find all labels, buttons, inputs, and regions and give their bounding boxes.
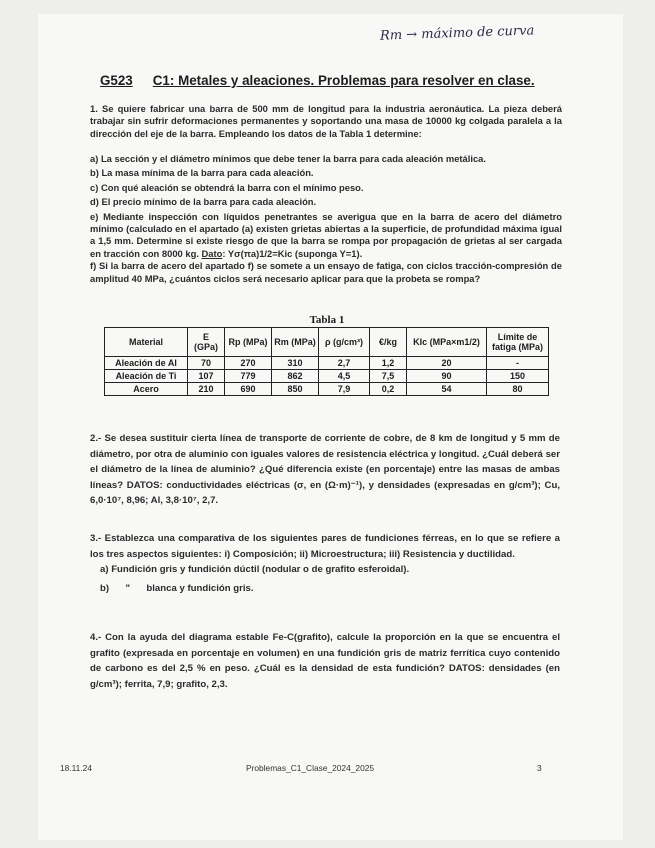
table-header: €/kg xyxy=(370,328,407,357)
course-code: G523 xyxy=(100,73,133,88)
problem-1-intro xyxy=(90,103,562,140)
table-cell: 90 xyxy=(407,370,487,383)
problem-1-item-a: a) La sección y el diámetro mínimos que debe tener la barra para cada aleación metálica. xyxy=(90,153,486,164)
item-e-dato-label: Dato xyxy=(201,247,223,259)
page-title: C1: Metales y aleaciones. Problemas para resolver en clase. xyxy=(152,73,535,88)
page-header xyxy=(100,73,535,88)
item-e-text: e) Mediante inspección con líquidos penetrantes se averigua que en la barra de acero del diámetro mínimo (calculado en el apartado (a) existen grietas abiertas a la superficie, de profundidad máxima igual a 1,5 mm. Determine si existe riesgo de que la barra se rompa por propagación de grietas al ser cargada en tracción con 8000 kg. xyxy=(90,210,562,259)
table-cell: Aleación de Ti xyxy=(105,370,188,383)
problem-1-item-e xyxy=(90,211,562,261)
problem-1-item-b: b) La masa mínima de la barra para cada aleación. xyxy=(90,167,314,179)
table-cell: 54 xyxy=(407,383,487,396)
table-cell: 862 xyxy=(272,370,319,383)
table-cell: - xyxy=(487,357,549,370)
table-header: Rp (MPa) xyxy=(225,328,272,357)
table-cell: 7,9 xyxy=(319,383,370,396)
table-cell: 4,5 xyxy=(319,370,370,383)
problem-1-item-f: f) Si la barra de acero del apartado f) se somete a un ensayo de fatiga, con ciclos tracción-compresión de amplitud 40 MPa, ¿cuántos ciclos será necesario aplicar para que la probeta se rompa? xyxy=(90,260,562,284)
footer-page-number: 3 xyxy=(537,763,542,773)
table-cell: 690 xyxy=(225,383,272,396)
problem-1-item-c: c) Con qué aleación se obtendrá la barra con el mínimo peso. xyxy=(90,181,364,193)
problem-2 xyxy=(90,431,560,509)
table-cell: 850 xyxy=(272,383,319,396)
problem-3-intro: 3.- Establezca una comparativa de los siguientes pares de fundiciones férreas, en lo que se refiere a los tres aspectos siguientes: i) Composición; ii) Microestructura; iii) Resistencia y ductilidad. xyxy=(90,533,560,560)
problem-1-text: 1. Se quiere fabricar una barra de 500 mm de longitud para la industria aeronáutica. La pieza deberá trabajar sin sufrir deformaciones permanentes y soportando una masa de 10000 kg colgada paralela a la dirección del eje de la barra. Empleando los datos de la Tabla 1 determine: xyxy=(90,103,562,139)
problem-3 xyxy=(90,531,560,596)
table-row xyxy=(105,357,549,370)
table-cell: 70 xyxy=(188,357,225,370)
table-cell: Aleación de Al xyxy=(105,357,188,370)
table-cell: 7,5 xyxy=(370,370,407,383)
table-header: Rm (MPa) xyxy=(272,328,319,357)
table-cell: 210 xyxy=(188,383,225,396)
problem-4 xyxy=(90,630,560,692)
table-cell: 1,2 xyxy=(370,357,407,370)
table-cell: 150 xyxy=(487,370,549,383)
problem-1-items xyxy=(90,153,562,285)
table-cell: 80 xyxy=(487,383,549,396)
table-cell: 2,7 xyxy=(319,357,370,370)
table-cell: 270 xyxy=(225,357,272,370)
footer-filename: Problemas_C1_Clase_2024_2025 xyxy=(246,763,375,773)
problem-3-item-b xyxy=(90,581,560,597)
item-b-text: blanca y fundición gris. xyxy=(146,582,254,594)
table-row xyxy=(105,370,549,383)
table-cell: 107 xyxy=(188,370,225,383)
table-header: Límite de fatiga (MPa) xyxy=(487,328,549,357)
table-cell: 20 xyxy=(407,357,487,370)
item-b-ditto: " xyxy=(125,582,131,594)
handwritten-note: Rm → máximo de curva xyxy=(379,23,535,44)
item-b-label: b) xyxy=(100,582,110,594)
problem-1-item-d: d) El precio mínimo de la barra para cada aleación. xyxy=(90,196,317,208)
table-header: Material xyxy=(105,328,188,357)
table-header-row xyxy=(105,328,549,357)
table-caption: Tabla 1 xyxy=(309,314,345,326)
table-row xyxy=(105,383,549,396)
item-e-dato: : Yσ(πa)1/2=Kic (suponga Y=1). xyxy=(222,247,363,259)
table-cell: 310 xyxy=(272,357,319,370)
problem-2-text: 2.- Se desea sustituir cierta línea de transporte de corriente de cobre, de 8 km de longitud y 5 mm de diámetro, por otra de aluminio con iguales valores de resistencia eléctrica y longitud. ¿Cuál deberá ser el diámetro de la línea de aluminio? ¿Qué diferencia existe (en porcentaje) entre las masas de ambas líneas? DATOS: conductividades eléctricas (σ, en (Ω·m)⁻¹), y densidades (expresadas en g/cm³); Cu, 6,0·10⁷, 8,96; Al, 3,8·10⁷, 2,7. xyxy=(90,433,560,507)
problem-3-item-a: a) Fundición gris y fundición dúctil (nodular o de grafito esferoidal). xyxy=(100,564,410,576)
table-cell: 779 xyxy=(225,370,272,383)
problem-4-text: 4.- Con la ayuda del diagrama estable Fe-C(grafito), calcule la proporción en la que se encuentra el grafito (expresada en porcentaje en volumen) en una fundición gris de matriz ferrítica cuyo contenido de carbono es del 2,5 % en peso. ¿Cuál es la densidad de esta fundición? DATOS: densidades (en g/cm³); ferrita, 7,9; grafito, 2,3. xyxy=(90,632,560,690)
table-header: E (GPa) xyxy=(188,328,225,357)
table-cell: 0,2 xyxy=(370,383,407,396)
table-header: ρ (g/cm³) xyxy=(319,328,370,357)
table-header: KIc (MPa×m1/2) xyxy=(407,328,487,357)
footer-date: 18.11.24 xyxy=(60,763,92,773)
properties-table xyxy=(104,327,549,396)
table-cell: Acero xyxy=(105,383,188,396)
